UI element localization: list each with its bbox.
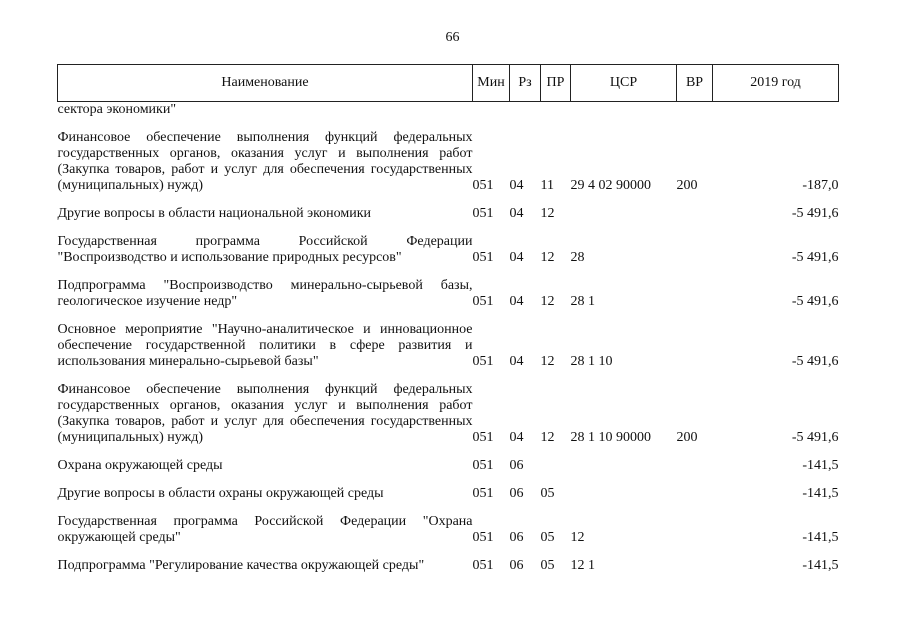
cell-amount: -141,5 xyxy=(802,558,839,573)
cell-vr xyxy=(677,514,713,546)
header-pr: ПР xyxy=(541,65,571,102)
cell-amount: -141,5 xyxy=(802,458,839,473)
cell-amount: -5 491,6 xyxy=(791,354,839,369)
cell-pr: 12 xyxy=(540,206,555,221)
page-number: 66 xyxy=(445,30,460,45)
header-year: 2019 год xyxy=(713,65,839,102)
cell-amount: -5 491,6 xyxy=(791,250,839,265)
cell-rz: 04 xyxy=(509,354,524,369)
cell-rz: 04 xyxy=(509,250,524,265)
cell-pr: 12 xyxy=(540,430,555,445)
table-row xyxy=(58,278,839,310)
header-vr: ВР xyxy=(677,65,713,102)
cell-min: 051 xyxy=(472,458,494,473)
cell-min: 051 xyxy=(472,354,494,369)
cell-amount: -141,5 xyxy=(802,486,839,501)
row-spacer xyxy=(58,194,839,206)
cell-vr xyxy=(677,322,713,370)
table-row xyxy=(58,458,839,474)
cell-pr: 05 xyxy=(540,530,555,545)
table-row xyxy=(58,514,839,546)
cell-pr: 12 xyxy=(540,294,555,309)
table-row xyxy=(58,206,839,222)
cell-pr: 05 xyxy=(540,486,555,501)
cell-min: 051 xyxy=(472,250,494,265)
cell-vr xyxy=(677,558,713,574)
cell-csr: 29 4 02 90000 xyxy=(570,178,651,193)
cell-csr: 28 1 10 90000 xyxy=(570,430,651,445)
continuation-text: сектора экономики" xyxy=(57,102,177,117)
cell-min: 051 xyxy=(472,206,494,221)
row-spacer xyxy=(58,546,839,558)
cell-amount: -5 491,6 xyxy=(791,294,839,309)
cell-csr xyxy=(571,458,677,474)
cell-pr: 12 xyxy=(540,354,555,369)
cell-name: Финансовое обеспечение выполнения функций федеральных государственных органов, оказания услуг и выполнения работ (Закупка товаров, работ и услуг для обеспечения государственных (муниципальных) нужд) xyxy=(57,130,473,193)
cell-vr xyxy=(677,278,713,310)
cell-min: 051 xyxy=(472,558,494,573)
row-spacer xyxy=(58,502,839,514)
header-min: Мин xyxy=(473,65,510,102)
cell-vr: 200 xyxy=(676,178,698,193)
table-header-row xyxy=(58,65,839,102)
table-row xyxy=(58,382,839,446)
cell-name: Основное мероприятие "Научно-аналитическое и инновационное обеспечение государственной политики в сфере развития и использования минерально-сырьевой базы" xyxy=(57,322,473,369)
row-spacer xyxy=(58,118,839,130)
budget-table xyxy=(57,64,839,574)
cell-amount: -5 491,6 xyxy=(791,430,839,445)
cell-name: Другие вопросы в области охраны окружающей среды xyxy=(57,486,384,501)
cell-min: 051 xyxy=(472,178,494,193)
cell-name: Государственная программа Российской Федерации "Охрана окружающей среды" xyxy=(57,514,473,545)
row-spacer xyxy=(58,446,839,458)
cell-name: Подпрограмма "Регулирование качества окружающей среды" xyxy=(57,558,425,573)
cell-pr: 11 xyxy=(540,178,554,193)
cell-min: 051 xyxy=(472,294,494,309)
cell-name: Подпрограмма "Воспроизводство минерально-сырьевой базы, геологическое изучение недр" xyxy=(57,278,473,309)
cell-rz: 04 xyxy=(509,294,524,309)
header-csr: ЦСР xyxy=(571,65,677,102)
row-spacer xyxy=(58,474,839,486)
row-spacer xyxy=(58,266,839,278)
table-row xyxy=(58,130,839,194)
cell-vr xyxy=(677,486,713,502)
cell-pr: 05 xyxy=(540,558,555,573)
row-spacer xyxy=(58,222,839,234)
cell-min: 051 xyxy=(472,530,494,545)
header-name: Наименование xyxy=(58,65,473,102)
row-spacer xyxy=(58,370,839,382)
cell-csr: 28 1 xyxy=(570,294,595,309)
cell-pr xyxy=(541,458,571,474)
cell-rz: 04 xyxy=(509,178,524,193)
row-spacer xyxy=(58,310,839,322)
table-row xyxy=(58,234,839,266)
cell-name: Финансовое обеспечение выполнения функций федеральных государственных органов, оказания услуг и выполнения работ (Закупка товаров, работ и услуг для обеспечения государственных (муниципальных) нужд) xyxy=(57,382,473,445)
cell-name: Другие вопросы в области национальной экономики xyxy=(57,206,372,221)
cell-rz: 04 xyxy=(509,430,524,445)
cell-csr xyxy=(571,206,677,222)
cell-rz: 06 xyxy=(509,486,524,501)
table-row xyxy=(58,558,839,574)
cell-amount: -5 491,6 xyxy=(791,206,839,221)
table-row xyxy=(58,486,839,502)
cell-csr xyxy=(571,486,677,502)
cell-rz: 06 xyxy=(509,558,524,573)
cell-vr xyxy=(677,234,713,266)
cell-rz: 04 xyxy=(509,206,524,221)
cell-vr xyxy=(677,206,713,222)
header-rz: Рз xyxy=(510,65,541,102)
cell-pr: 12 xyxy=(540,250,555,265)
cell-amount: -187,0 xyxy=(802,178,839,193)
continuation-row xyxy=(58,102,839,119)
cell-csr: 12 1 xyxy=(570,558,595,573)
cell-rz: 06 xyxy=(509,458,524,473)
cell-rz: 06 xyxy=(509,530,524,545)
cell-min: 051 xyxy=(472,430,494,445)
cell-name: Государственная программа Российской Федерации "Воспроизводство и использование природных ресурсов" xyxy=(57,234,473,265)
cell-csr: 28 1 10 xyxy=(570,354,613,369)
cell-csr: 28 xyxy=(570,250,585,265)
cell-name: Охрана окружающей среды xyxy=(57,458,223,473)
table-row xyxy=(58,322,839,370)
cell-amount: -141,5 xyxy=(802,530,839,545)
cell-csr: 12 xyxy=(570,530,585,545)
cell-min: 051 xyxy=(472,486,494,501)
cell-vr xyxy=(677,458,713,474)
cell-vr: 200 xyxy=(676,430,698,445)
